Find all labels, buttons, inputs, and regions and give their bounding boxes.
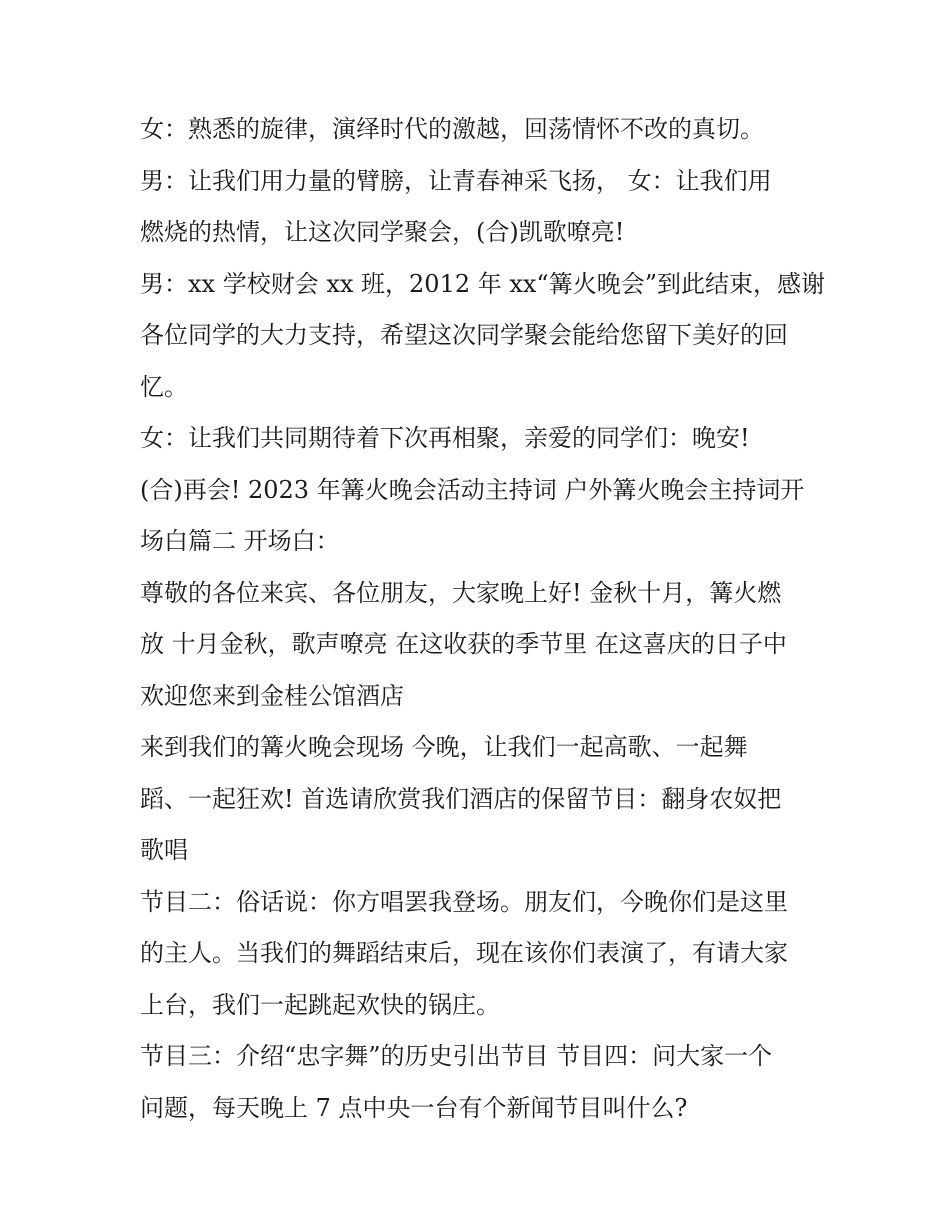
text-line: 节目二：俗话说：你方唱罢我登场。朋友们，今晚你们是这里 <box>140 887 788 916</box>
text-line: 欢迎您来到金桂公馆酒店 <box>140 681 404 710</box>
document-body <box>140 104 830 1134</box>
text-line: 蹈、一起狂欢! 首选请欣赏我们酒店的保留节目：翻身农奴把 <box>140 784 782 813</box>
text-line: 放 十月金秋，歌声嘹亮 在这收获的季节里 在这喜庆的日子中 <box>140 630 787 658</box>
text-line: 歌唱 <box>140 836 188 864</box>
text-line: 上台，我们一起跳起欢快的锅庄。 <box>140 990 500 1019</box>
text-line: 男：xx 学校财会 xx 班，2012 年 xx“篝火晚会”到此结束，感谢 <box>140 269 825 298</box>
text-line: 来到我们的篝火晚会现场 今晚，让我们一起高歌、一起舞 <box>140 733 748 761</box>
text-line: 场白篇二 开场白： <box>140 527 340 555</box>
text-line: 女：熟悉的旋律，演绎时代的激越，回荡情怀不改的真切。 <box>140 115 764 143</box>
text-line: 问题，每天晚上 7 点中央一台有个新闻节目叫什么? <box>140 1093 688 1122</box>
text-line: 女：让我们共同期待着下次再相聚，亲爱的同学们：晚安! <box>140 424 750 452</box>
text-line: 各位同学的大力支持，希望这次同学聚会能给您留下美好的回 <box>140 321 788 349</box>
text-line: 燃烧的热情，让这次同学聚会，(合)凯歌嘹亮! <box>140 218 625 246</box>
text-line: 男：让我们用力量的臂膀，让青春神采飞扬， 女：让我们用 <box>140 166 772 195</box>
text-line: (合)再会! 2023 年篝火晚会活动主持词 户外篝火晚会主持词开 <box>140 475 805 504</box>
text-line: 忆。 <box>140 372 188 401</box>
text-line: 的主人。当我们的舞蹈结束后，现在该你们表演了，有请大家 <box>140 939 788 967</box>
text-line: 节目三：介绍“忠字舞”的历史引出节目 节目四：问大家一个 <box>140 1042 773 1070</box>
text-line: 尊敬的各位来宾、各位朋友，大家晚上好! 金秋十月，篝火燃 <box>140 578 782 607</box>
